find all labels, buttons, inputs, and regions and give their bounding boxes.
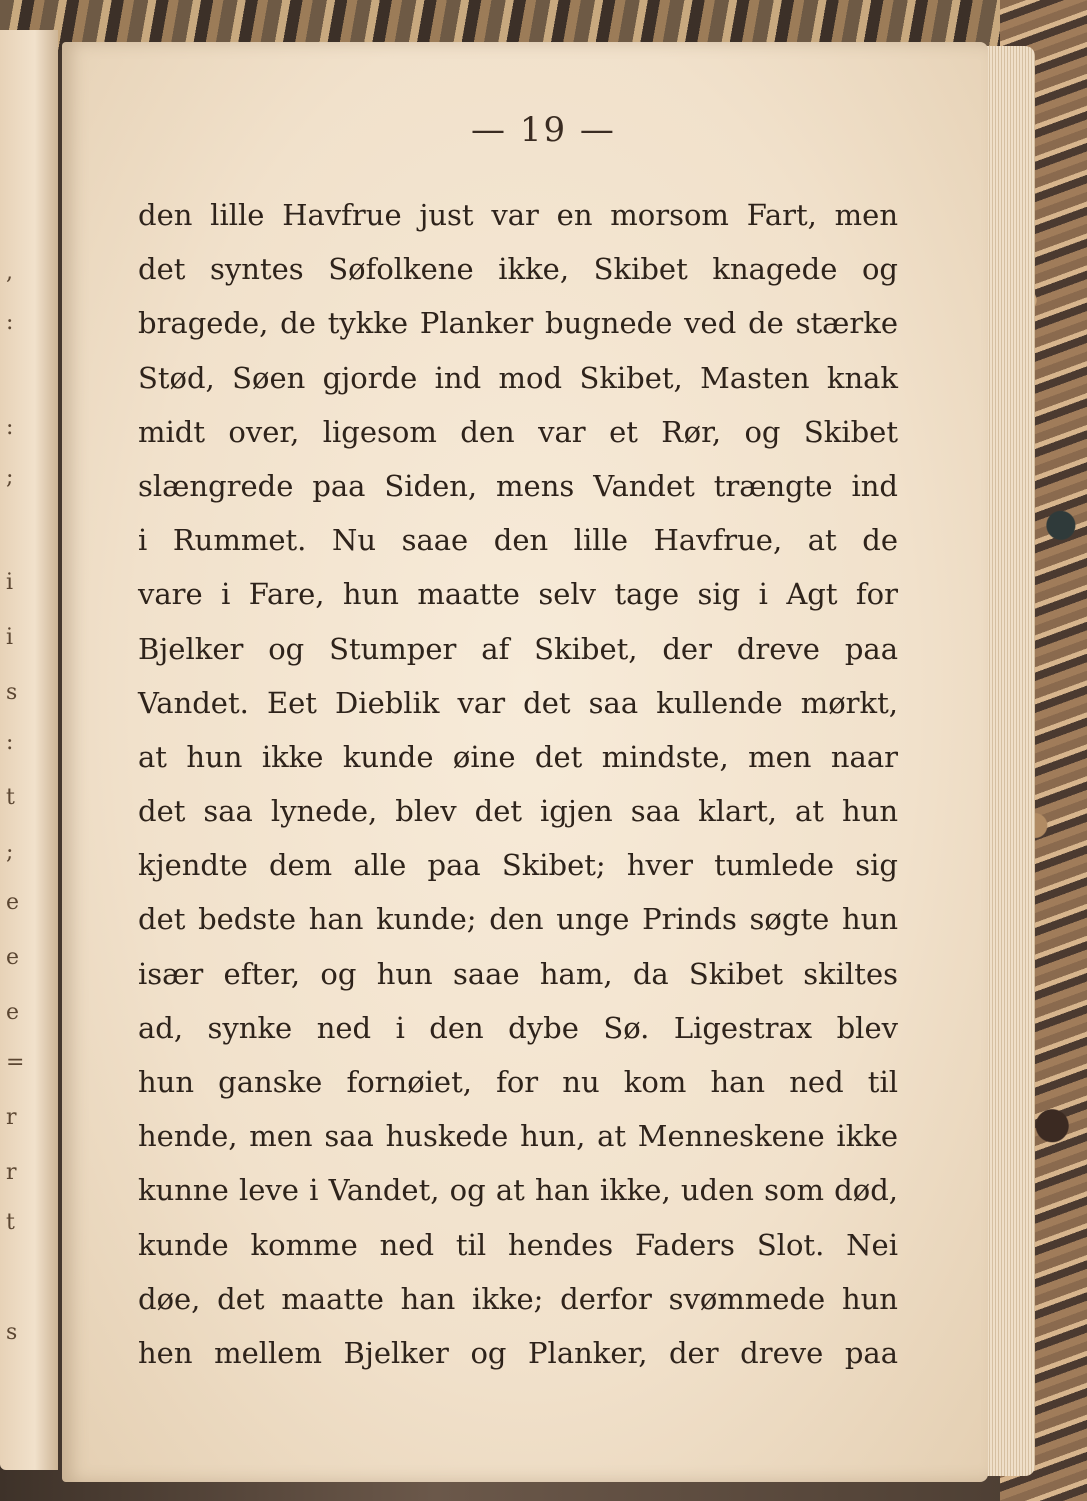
left-page-mark: t [6,1210,15,1235]
text-line: bragede, de tykke Planker bugnede ved de stærke [138,306,898,341]
text-line: slængrede paa Siden, mens Vandet trængte ind [138,468,898,503]
left-page-mark: e [6,945,20,970]
text-line: kjendte dem alle paa Skibet; hver tumlede sig [138,848,898,883]
left-page-mark: e [6,1000,20,1025]
text-line: Vandet. Eet Dieblik var det saa kullende mørkt, [138,685,898,720]
text-line: det saa lynede, blev det igjen saa klart, at hun [138,794,898,829]
left-page-mark: : [6,310,14,335]
left-page-mark: ; [6,840,14,865]
left-page-mark: s [6,1320,18,1345]
left-page-mark: , [6,260,13,285]
text-line: hun ganske fornøiet, for nu kom han ned til [138,1065,898,1099]
left-page-mark: ; [6,465,14,490]
text-line: døe, det maatte han ikke; derfor svømmede hun [138,1281,898,1316]
text-line: hen mellem Bjelker og Planker, der dreve paa [138,1335,898,1370]
left-page-mark: r [6,1105,17,1130]
page-number: — 19 — [471,110,616,150]
text-line: Bjelker og Stumper af Skibet, der dreve paa [138,631,898,666]
left-page-mark: : [6,415,14,440]
left-page-mark: i [6,570,14,595]
left-page-mark: t [6,785,15,810]
left-page-mark: s [6,680,18,705]
text-line: det syntes Søfolkene ikke, Skibet knagede og [138,252,898,287]
text-line: ad, synke ned i den dybe Sø. Ligestrax blev [138,1010,898,1045]
body-text [138,188,898,1380]
text-line: kunde komme ned til hendes Faders Slot. Nei [138,1227,898,1262]
text-line: i Rummet. Nu saae den lille Havfrue, at de [138,523,898,558]
left-page-mark: r [6,1160,17,1185]
text-line: midt over, ligesom den var et Rør, og Skibet [138,414,898,449]
text-line: hende, men saa huskede hun, at Menneskene ikke [138,1119,898,1154]
left-page-mark: i [6,625,14,650]
text-line: at hun ikke kunde øine det mindste, men naar [138,739,898,774]
text-line: vare i Fare, hun maatte selv tage sig i Agt for [138,577,898,612]
left-page-mark: e [6,890,20,915]
text-line: især efter, og hun saae ham, da Skibet skiltes [138,956,898,991]
text-line: Stød, Søen gjorde ind mod Skibet, Masten knak [138,360,898,395]
text-line: kunne leve i Vandet, og at han ikke, uden som død, [138,1173,898,1208]
text-line: den lille Havfrue just var en morsom Fart, men [138,198,898,232]
left-page-mark: : [6,730,14,755]
text-line: det bedste han kunde; den unge Prinds søgte hun [138,902,898,937]
left-page-mark: = [6,1050,25,1075]
previous-page-edge [0,30,58,1470]
